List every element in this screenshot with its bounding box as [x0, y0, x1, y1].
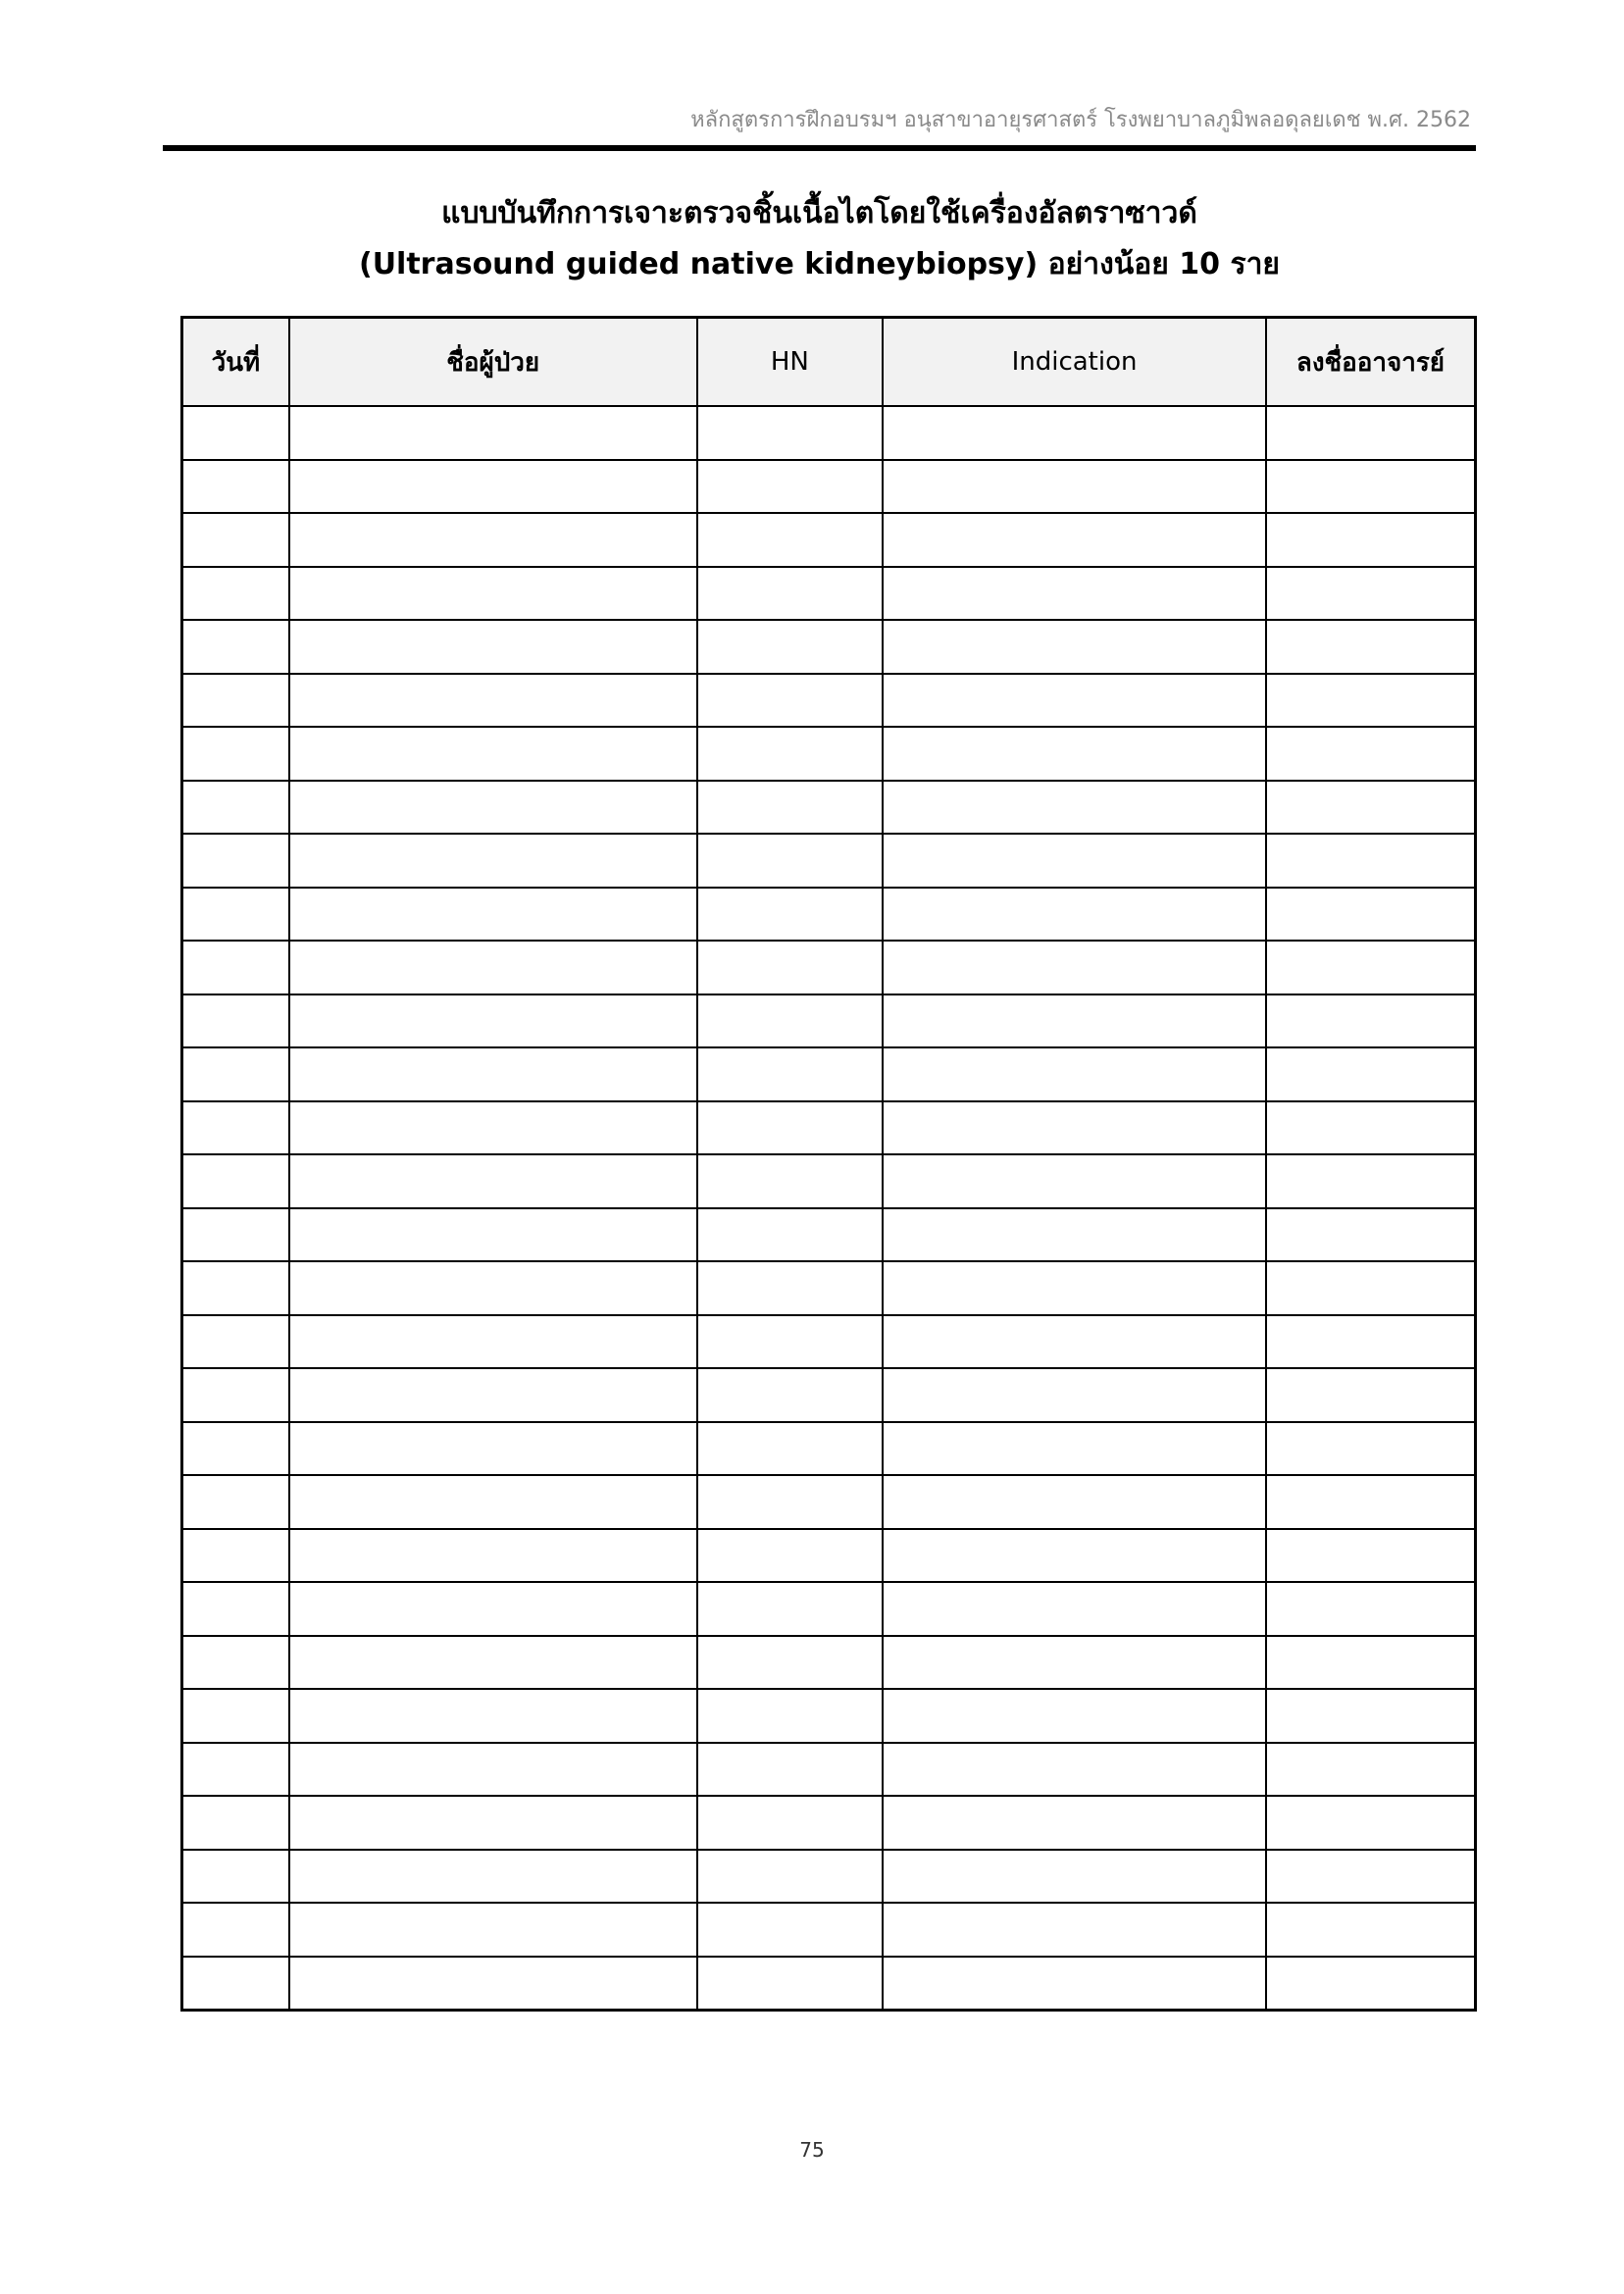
date-cell[interactable]: [182, 1903, 289, 1957]
table-row: [182, 1368, 1476, 1422]
table-row: [182, 1850, 1476, 1904]
hn-cell[interactable]: [697, 1261, 883, 1315]
title-line-2: (Ultrasound guided native kidneybiopsy) อย่างน้อย 10 ราย: [358, 247, 1280, 281]
hn-cell[interactable]: [697, 460, 883, 514]
patient-name-cell[interactable]: [289, 1689, 697, 1743]
date-cell[interactable]: [182, 406, 289, 460]
signature-cell[interactable]: [1266, 620, 1476, 674]
hn-cell[interactable]: [697, 1475, 883, 1529]
date-cell[interactable]: [182, 1529, 289, 1583]
patient-name-cell[interactable]: [289, 1475, 697, 1529]
hn-cell[interactable]: [697, 1047, 883, 1101]
signature-cell[interactable]: [1266, 727, 1476, 781]
indication-cell[interactable]: [883, 1850, 1266, 1904]
hn-cell[interactable]: [697, 1422, 883, 1476]
patient-name-cell[interactable]: [289, 406, 697, 460]
patient-name-cell[interactable]: [289, 674, 697, 728]
hn-cell[interactable]: [697, 1315, 883, 1369]
indication-cell[interactable]: [883, 674, 1266, 728]
date-cell[interactable]: [182, 513, 289, 567]
table-row: [182, 1582, 1476, 1636]
hn-cell[interactable]: [697, 1529, 883, 1583]
table-row: [182, 888, 1476, 942]
running-header: หลักสูตรการฝึกอบรมฯ อนุสาขาอายุรศาสตร์ โรงพยาบาลภูมิพลอดุลยเดช พ.ศ. 2562: [690, 108, 1471, 132]
indication-cell[interactable]: [883, 460, 1266, 514]
biopsy-log-table: [180, 316, 1477, 2012]
patient-name-cell[interactable]: [289, 460, 697, 514]
patient-name-cell[interactable]: [289, 1529, 697, 1583]
signature-cell[interactable]: [1266, 1101, 1476, 1155]
signature-cell[interactable]: [1266, 1903, 1476, 1957]
indication-cell[interactable]: [883, 567, 1266, 621]
indication-cell[interactable]: [883, 781, 1266, 835]
hn-cell[interactable]: [697, 1850, 883, 1904]
table-row: [182, 567, 1476, 621]
indication-cell[interactable]: [883, 1475, 1266, 1529]
date-cell[interactable]: [182, 727, 289, 781]
table-row: [182, 834, 1476, 888]
signature-cell[interactable]: [1266, 513, 1476, 567]
date-cell[interactable]: [182, 1261, 289, 1315]
indication-cell[interactable]: [883, 1689, 1266, 1743]
patient-name-cell[interactable]: [289, 1422, 697, 1476]
document-title: [163, 188, 1476, 290]
patient-name-cell[interactable]: [289, 1582, 697, 1636]
hn-cell[interactable]: [697, 1636, 883, 1690]
signature-cell[interactable]: [1266, 1529, 1476, 1583]
table-row: [182, 1315, 1476, 1369]
indication-cell[interactable]: [883, 888, 1266, 942]
patient-name-cell[interactable]: [289, 1903, 697, 1957]
patient-name-cell[interactable]: [289, 727, 697, 781]
indication-cell[interactable]: [883, 1903, 1266, 1957]
patient-name-cell[interactable]: [289, 1957, 697, 2011]
header-rule: [163, 145, 1476, 151]
date-cell[interactable]: [182, 1422, 289, 1476]
date-cell[interactable]: [182, 1636, 289, 1690]
indication-cell[interactable]: [883, 513, 1266, 567]
hn-cell[interactable]: [697, 674, 883, 728]
hn-cell[interactable]: [697, 941, 883, 994]
signature-cell[interactable]: [1266, 1154, 1476, 1208]
patient-name-cell[interactable]: [289, 1796, 697, 1850]
patient-name-cell[interactable]: [289, 1261, 697, 1315]
date-cell[interactable]: [182, 994, 289, 1048]
patient-name-cell[interactable]: [289, 513, 697, 567]
patient-name-cell[interactable]: [289, 1743, 697, 1797]
date-cell[interactable]: [182, 941, 289, 994]
signature-cell[interactable]: [1266, 1689, 1476, 1743]
date-cell[interactable]: [182, 674, 289, 728]
indication-cell[interactable]: [883, 1315, 1266, 1369]
date-cell[interactable]: [182, 888, 289, 942]
date-cell[interactable]: [182, 1796, 289, 1850]
table-row: [182, 674, 1476, 728]
patient-name-cell[interactable]: [289, 941, 697, 994]
table-row: [182, 1422, 1476, 1476]
title-line-1: แบบบันทึกการเจาะตรวจชิ้นเนื้อไตโดยใช้เครื่องอัลตราซาวด์: [441, 196, 1197, 230]
signature-cell[interactable]: [1266, 1582, 1476, 1636]
signature-cell[interactable]: [1266, 941, 1476, 994]
hn-cell[interactable]: [697, 1154, 883, 1208]
patient-name-cell[interactable]: [289, 834, 697, 888]
table-row: [182, 781, 1476, 835]
hn-cell[interactable]: [697, 1582, 883, 1636]
signature-cell[interactable]: [1266, 834, 1476, 888]
table-row: [182, 1957, 1476, 2011]
indication-cell[interactable]: [883, 1529, 1266, 1583]
patient-name-cell[interactable]: [289, 1154, 697, 1208]
table-row: [182, 460, 1476, 514]
hn-cell[interactable]: [697, 1208, 883, 1262]
date-cell[interactable]: [182, 1850, 289, 1904]
hn-cell[interactable]: [697, 1903, 883, 1957]
indication-cell[interactable]: [883, 727, 1266, 781]
signature-cell[interactable]: [1266, 1368, 1476, 1422]
signature-cell[interactable]: [1266, 888, 1476, 942]
date-cell[interactable]: [182, 1368, 289, 1422]
table-row: [182, 1208, 1476, 1262]
signature-cell[interactable]: [1266, 1743, 1476, 1797]
column-header-instructor-signature: ลงชื่ออาจารย์: [1266, 318, 1476, 407]
indication-cell[interactable]: [883, 1636, 1266, 1690]
indication-cell[interactable]: [883, 834, 1266, 888]
table-row: [182, 1796, 1476, 1850]
date-cell[interactable]: [182, 1315, 289, 1369]
column-header-hn: HN: [697, 318, 883, 407]
date-cell[interactable]: [182, 460, 289, 514]
date-cell[interactable]: [182, 1047, 289, 1101]
patient-name-cell[interactable]: [289, 888, 697, 942]
signature-cell[interactable]: [1266, 1047, 1476, 1101]
patient-name-cell[interactable]: [289, 620, 697, 674]
patient-name-cell[interactable]: [289, 994, 697, 1048]
indication-cell[interactable]: [883, 1582, 1266, 1636]
date-cell[interactable]: [182, 1475, 289, 1529]
date-cell[interactable]: [182, 567, 289, 621]
patient-name-cell[interactable]: [289, 1315, 697, 1369]
indication-cell[interactable]: [883, 1957, 1266, 2011]
indication-cell[interactable]: [883, 1368, 1266, 1422]
indication-cell[interactable]: [883, 406, 1266, 460]
hn-cell[interactable]: [697, 406, 883, 460]
indication-cell[interactable]: [883, 620, 1266, 674]
signature-cell[interactable]: [1266, 1796, 1476, 1850]
patient-name-cell[interactable]: [289, 1101, 697, 1155]
patient-name-cell[interactable]: [289, 1636, 697, 1690]
table-row: [182, 1475, 1476, 1529]
hn-cell[interactable]: [697, 1796, 883, 1850]
date-cell[interactable]: [182, 1957, 289, 2011]
date-cell[interactable]: [182, 1154, 289, 1208]
patient-name-cell[interactable]: [289, 781, 697, 835]
patient-name-cell[interactable]: [289, 1208, 697, 1262]
patient-name-cell[interactable]: [289, 1047, 697, 1101]
column-header-indication: Indication: [883, 318, 1266, 407]
signature-cell[interactable]: [1266, 1475, 1476, 1529]
signature-cell[interactable]: [1266, 406, 1476, 460]
hn-cell[interactable]: [697, 781, 883, 835]
table-row: [182, 1154, 1476, 1208]
hn-cell[interactable]: [697, 994, 883, 1048]
indication-cell[interactable]: [883, 994, 1266, 1048]
hn-cell[interactable]: [697, 727, 883, 781]
table-row: [182, 1047, 1476, 1101]
hn-cell[interactable]: [697, 1368, 883, 1422]
indication-cell[interactable]: [883, 1796, 1266, 1850]
hn-cell[interactable]: [697, 1957, 883, 2011]
signature-cell[interactable]: [1266, 1261, 1476, 1315]
signature-cell[interactable]: [1266, 674, 1476, 728]
indication-cell[interactable]: [883, 1047, 1266, 1101]
table-row: [182, 1903, 1476, 1957]
hn-cell[interactable]: [697, 888, 883, 942]
signature-cell[interactable]: [1266, 1850, 1476, 1904]
signature-cell[interactable]: [1266, 1957, 1476, 2011]
hn-cell[interactable]: [697, 513, 883, 567]
date-cell[interactable]: [182, 834, 289, 888]
table-header-row: [182, 318, 1476, 407]
indication-cell[interactable]: [883, 1743, 1266, 1797]
signature-cell[interactable]: [1266, 1315, 1476, 1369]
table-row: [182, 1636, 1476, 1690]
table-row: [182, 1529, 1476, 1583]
hn-cell[interactable]: [697, 620, 883, 674]
patient-name-cell[interactable]: [289, 567, 697, 621]
signature-cell[interactable]: [1266, 460, 1476, 514]
date-cell[interactable]: [182, 781, 289, 835]
date-cell[interactable]: [182, 1208, 289, 1262]
indication-cell[interactable]: [883, 1261, 1266, 1315]
table-row: [182, 620, 1476, 674]
signature-cell[interactable]: [1266, 1208, 1476, 1262]
table-row: [182, 1689, 1476, 1743]
hn-cell[interactable]: [697, 1101, 883, 1155]
table-row: [182, 1101, 1476, 1155]
table-body: [182, 406, 1476, 2011]
signature-cell[interactable]: [1266, 1636, 1476, 1690]
date-cell[interactable]: [182, 1101, 289, 1155]
signature-cell[interactable]: [1266, 994, 1476, 1048]
signature-cell[interactable]: [1266, 1422, 1476, 1476]
signature-cell[interactable]: [1266, 781, 1476, 835]
table-row: [182, 941, 1476, 994]
hn-cell[interactable]: [697, 567, 883, 621]
date-cell[interactable]: [182, 620, 289, 674]
signature-cell[interactable]: [1266, 567, 1476, 621]
table-row: [182, 1261, 1476, 1315]
date-cell[interactable]: [182, 1743, 289, 1797]
hn-cell[interactable]: [697, 1689, 883, 1743]
indication-cell[interactable]: [883, 941, 1266, 994]
table-row: [182, 513, 1476, 567]
indication-cell[interactable]: [883, 1101, 1266, 1155]
hn-cell[interactable]: [697, 834, 883, 888]
column-header-date: วันที่: [182, 318, 289, 407]
date-cell[interactable]: [182, 1582, 289, 1636]
indication-cell[interactable]: [883, 1208, 1266, 1262]
page-number: 75: [799, 2138, 825, 2162]
column-header-patient-name: ชื่อผู้ป่วย: [289, 318, 697, 407]
patient-name-cell[interactable]: [289, 1850, 697, 1904]
indication-cell[interactable]: [883, 1422, 1266, 1476]
date-cell[interactable]: [182, 1689, 289, 1743]
table-row: [182, 727, 1476, 781]
table-row: [182, 406, 1476, 460]
hn-cell[interactable]: [697, 1743, 883, 1797]
indication-cell[interactable]: [883, 1154, 1266, 1208]
table-row: [182, 1743, 1476, 1797]
table-row: [182, 994, 1476, 1048]
patient-name-cell[interactable]: [289, 1368, 697, 1422]
